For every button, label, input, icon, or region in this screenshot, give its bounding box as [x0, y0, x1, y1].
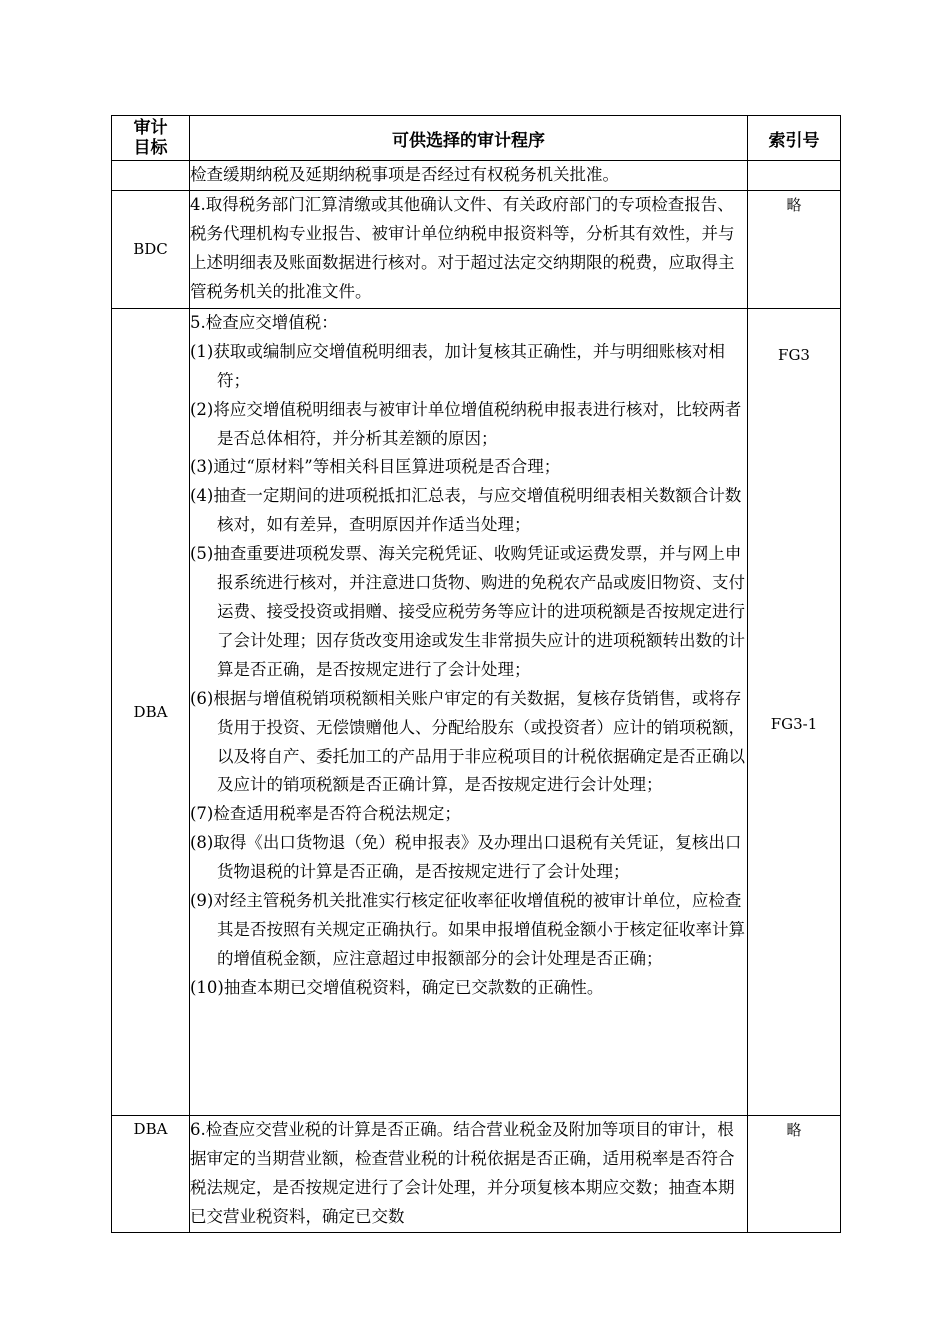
table-header-row [112, 116, 841, 161]
procedure-item: (1)获取或编制应交增值税明细表，加计复核其正确性，并与明细账核对相符； [190, 341, 725, 390]
audit-procedure-table [111, 115, 841, 1233]
procedure-text: 检查缓期纳税及延期纳税事项是否经过有权税务机关批准。 [190, 165, 619, 184]
header-audit-goal: 审计 目标 [112, 116, 190, 161]
procedure-item: (6)根据与增值税销项税额相关账户审定的有关数据，复核存货销售，或将存货用于投资、无偿馈赠他人、分配给股东（或投资者）应计的销项税额，以及将自产、委托加工的产品用于非应税项目的计税依据确定是否正确以及应计的销项税额是否正确计算，是否按规定进行会计处理； [190, 688, 745, 795]
index-value: FG3 [778, 345, 810, 364]
header-procedure: 可供选择的审计程序 [190, 116, 748, 161]
procedure-item: (9)对经主管税务机关批准实行核定征收率征收增值税的被审计单位，应检查其是否按照有关规定正确执行。如果申报增值税金额小于核定征收率计算的增值税金额，应注意超过申报额部分的会计处理是否正确； [190, 891, 745, 968]
procedure-text: 4.取得税务部门汇算清缴或其他确认文件、有关政府部门的专项检查报告、税务代理机构专业报告、被审计单位纳税申报资料等，分析其有效性，并与上述明细表及账面数据进行核对。对于超过法定交纳期限的税费，应取得主管税务机关的批准文件。 [190, 194, 735, 301]
table-row [112, 190, 841, 308]
procedure-item: (10)抽查本期已交增值税资料，确定已交款数的正确性。 [190, 977, 604, 997]
table-row [112, 1115, 841, 1232]
procedure-item: (3)通过“原材料”等相关科目匡算进项税是否合理； [190, 457, 561, 477]
procedure-item: (8)取得《出口货物退（免）税申报表》及办理出口退税有关凭证，复核出口货物退税的计算是否正确，是否按规定进行了会计处理； [190, 833, 742, 882]
goal-cell: DBA [112, 1115, 190, 1232]
goal-cell [112, 161, 190, 191]
procedure-item: (4)抽查一定期间的进项税抵扣汇总表，与应交增值税明细表相关数额合计数核对，如有差异，查明原因并作适当处理； [190, 486, 742, 535]
goal-cell: BDC [112, 190, 190, 308]
procedure-item: (5)抽查重要进项税发票、海关完税凭证、收购凭证或运费发票，并与网上申报系统进行核对，并注意进口货物、购进的免税农产品或废旧物资、支付运费、接受投资或捐赠、接受应税劳务等应计的进项税额是否按规定进行了会计处理；因存货改变用途或发生非常损失应计的进项税额转出数的计算是否正确，是否按规定进行了会计处理； [190, 544, 745, 679]
procedure-text: 6.检查应交营业税的计算是否正确。结合营业税金及附加等项目的审计，根据审定的当期营业额，检查营业税的计税依据是否正确，适用税率是否符合税法规定，是否按规定进行了会计处理，并分项复核本期应交数；抽查本期已交营业税资料，确定已交数 [190, 1119, 735, 1226]
index-value: 略 [786, 1120, 802, 1139]
index-value: 略 [786, 195, 802, 214]
table-row [112, 308, 841, 1115]
index-cell [748, 161, 841, 191]
index-value: FG3-1 [770, 714, 818, 733]
procedure-cell [190, 308, 748, 1115]
table-row [112, 161, 841, 191]
procedure-title: 5.检查应交增值税： [190, 312, 338, 332]
procedure-cell [190, 1115, 748, 1232]
header-index: 索引号 [748, 116, 841, 161]
procedure-item: (2)将应交增值税明细表与被审计单位增值税纳税申报表进行核对，比较两者是否总体相符，并分析其差额的原因； [190, 399, 742, 448]
procedure-cell [190, 190, 748, 308]
procedure-cell [190, 161, 748, 191]
index-cell [748, 308, 841, 1115]
procedure-item: (7)检查适用税率是否符合税法规定； [190, 804, 461, 824]
index-cell [748, 190, 841, 308]
goal-cell: DBA [112, 308, 190, 1115]
index-cell [748, 1115, 841, 1232]
